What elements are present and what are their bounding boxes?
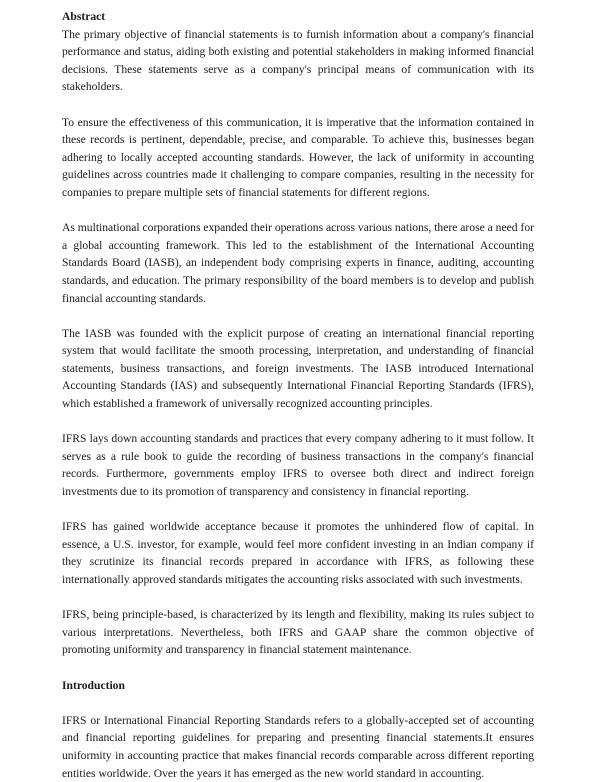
- introduction-paragraph-1: IFRS or International Financial Reporting Standards refers to a globally-accepted set of accounting and financial reporting guidelines for preparing and presenting financial statements.It ensures uniformity in accounting practice that makes financial records comparable across different reporting entities worldwide. Over the years it has emerged as the new world standard in accounting.: [62, 713, 534, 780]
- introduction-heading: Introduction: [62, 678, 125, 692]
- abstract-paragraph-7: IFRS, being principle-based, is characterized by its length and flexibility, making its rules subject to various interpretations. Nevertheless, both IFRS and GAAP share the common objective of promoting uniformity and transparency in financial statement maintenance.: [62, 608, 534, 657]
- abstract-paragraph-6: IFRS has gained worldwide acceptance because it promotes the unhindered flow of capital. In essence, a U.S. investor, for example, would feel more confident investing in an Indian company if they scrutinize its financial records prepared in accordance with IFRS, as following these internationally approved standards mitigates the accounting risks associated with such investments.: [62, 520, 534, 586]
- abstract-heading: Abstract: [62, 10, 106, 23]
- abstract-paragraph-3: As multinational corporations expanded their operations across various nations, there arose a need for a global accounting framework. This led to the establishment of the International Accounting Standards Board (IASB), an independent body comprising experts in finance, auditing, accounting standards, and education. The primary responsibility of the board members is to develop and publish financial accounting standards.: [62, 221, 534, 305]
- abstract-paragraph-2: To ensure the effectiveness of this communication, it is imperative that the information contained in these records is pertinent, dependable, precise, and comparable. To achieve this, businesses began adhering to locally accepted accounting standards. However, the lack of uniformity in accounting guidelines across countries made it challenging to compare companies, resulting in the necessity for companies to prepare multiple sets of financial statements for different regions.: [62, 115, 534, 199]
- abstract-paragraph-1: The primary objective of financial statements is to furnish information about a company's financial performance and status, aiding both existing and potential stakeholders in making informed financial decisions. These statements serve as a company's principal means of communication with its stakeholders.: [62, 27, 534, 94]
- abstract-paragraph-5: IFRS lays down accounting standards and practices that every company adhering to it must follow. It serves as a rule book to guide the recording of business transactions in the company's financial records. Furthermore, governments employ IFRS to oversee both direct and indirect foreign investments due to its promotion of transparency and consistency in financial reporting.: [62, 432, 534, 499]
- abstract-paragraph-4: The IASB was founded with the explicit purpose of creating an international financial reporting system that would facilitate the smooth processing, interpretation, and understanding of financial statements, business transactions, and foreign investments. The IASB introduced International Accounting Standards (IAS) and subsequently International Financial Reporting Standards (IFRS), which established a framework of universally recognized accounting principles.: [62, 326, 534, 411]
